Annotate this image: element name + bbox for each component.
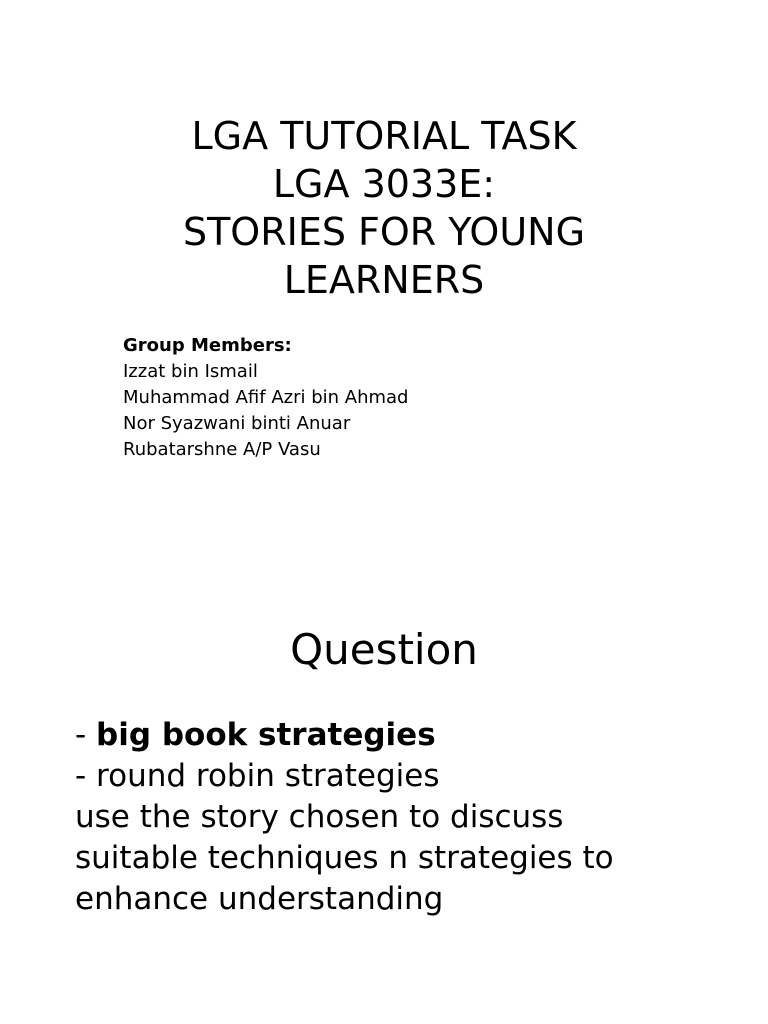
member-name: Izzat bin Ismail bbox=[123, 361, 258, 382]
question-heading: Question bbox=[290, 625, 478, 674]
member-name: Muhammad Afif Azri bin Ahmad bbox=[123, 387, 409, 408]
question-body bbox=[75, 715, 614, 920]
member-name: Nor Syazwani binti Anuar bbox=[123, 413, 351, 434]
bullet-bold-text: big book strategies bbox=[96, 717, 436, 753]
title-line: LGA TUTORIAL TASK bbox=[191, 114, 577, 158]
body-line: suitable techniques n strategies to bbox=[75, 840, 614, 876]
group-members-list bbox=[123, 333, 409, 463]
title-line: LGA 3033E: bbox=[272, 162, 496, 206]
body-line: use the story chosen to discuss bbox=[75, 799, 564, 835]
document-title bbox=[0, 112, 768, 304]
bullet-line bbox=[75, 715, 614, 756]
group-members-heading: Group Members: bbox=[123, 335, 292, 356]
bullet-prefix: - bbox=[75, 717, 97, 753]
member-name: Rubatarshne A/P Vasu bbox=[123, 439, 321, 460]
title-line: STORIES FOR YOUNG bbox=[182, 210, 586, 254]
body-line: - round robin strategies bbox=[75, 758, 440, 794]
body-line: enhance understanding bbox=[75, 881, 444, 917]
title-line: LEARNERS bbox=[283, 258, 485, 302]
